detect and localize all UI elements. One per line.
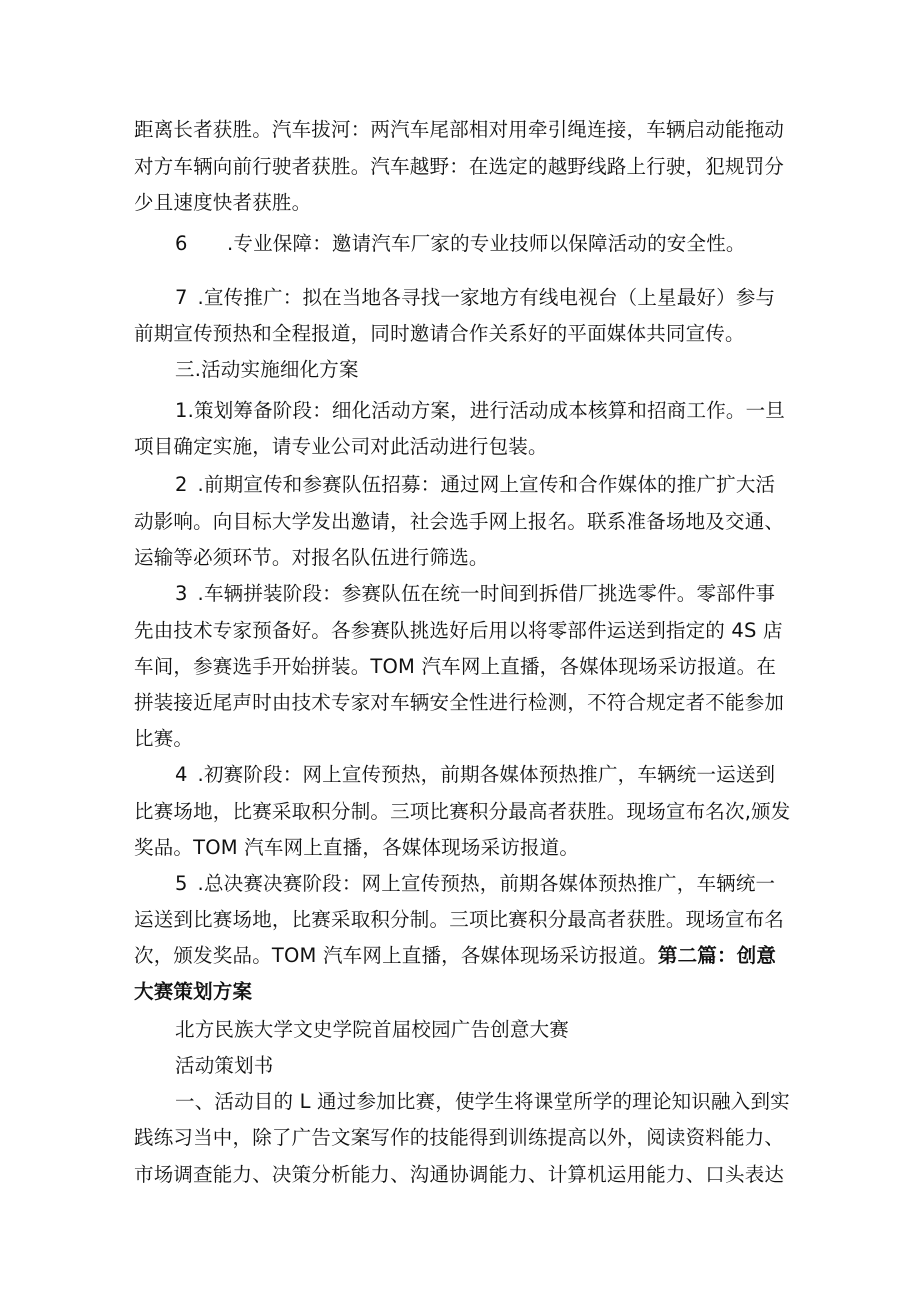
text-line: 4 .初赛阶段：网上宣传预热，前期各媒体预热推广，车辆统一运送到 bbox=[175, 763, 776, 786]
text-line: 1.策划筹备阶段：细化活动方案，进行活动成本核算和招商工作。一旦 bbox=[175, 399, 786, 422]
text-line: 前期宣传预热和全程报道，同时邀请合作关系好的平面媒体共同宣传。 bbox=[134, 322, 745, 345]
document-subtitle: 活动策划书 bbox=[175, 1054, 274, 1077]
text-line: 先由技术专家预备好。各参赛队挑选好后用以将零部件运送到指定的 4S 店 bbox=[134, 619, 783, 642]
text-line: 一、活动目的 L 通过参加比赛，使学生将课堂所学的理论知识融入到实 bbox=[175, 1090, 790, 1113]
text-line: 拼装接近尾声时由技术专家对车辆安全性进行检测，不符合规定者不能参加 bbox=[134, 691, 785, 714]
chapter-heading-part: 第二篇：创意 bbox=[657, 944, 777, 967]
text-line: 比赛场地，比赛采取积分制。三项比赛积分最高者获胜。现场宣布名次,颁发 bbox=[134, 800, 791, 823]
text-line: 践练习当中，除了广告文案写作的技能得到训练提高以外，阅读资料能力、 bbox=[134, 1126, 785, 1149]
section-heading: 三.活动实施细化方案 bbox=[175, 358, 359, 381]
text-line: 2 .前期宣传和参赛队伍招募：通过网上宣传和合作媒体的推广扩大活 bbox=[175, 473, 776, 496]
text-line: 7 .宣传推广：拟在当地各寻找一家地方有线电视台（上星最好）参与 bbox=[175, 286, 776, 309]
text-line: 5 .总决赛决赛阶段：网上宣传预热，前期各媒体预热推广，车辆统一 bbox=[175, 872, 776, 895]
text-line: 运送到比赛场地，比赛采取积分制。三项比赛积分最高者获胜。现场宣布名 bbox=[134, 908, 785, 931]
text-line: 3 .车辆拼装阶段：参赛队伍在统一时间到拆借厂挑选零件。零部件事 bbox=[175, 582, 776, 605]
text-line: 少且速度快者获胜。 bbox=[134, 191, 312, 214]
text-line: 运输等必须环节。对报名队伍进行筛选。 bbox=[134, 546, 489, 569]
text-line: 奖品。TOM 汽车网上直播，各媒体现场采访报道。 bbox=[134, 836, 580, 859]
text-line: 比赛。 bbox=[134, 727, 194, 750]
document-title: 北方民族大学文史学院首届校园广告创意大赛 bbox=[175, 1018, 570, 1041]
text-line: 距离长者获胜。汽车拔河：两汽车尾部相对用牵引绳连接，车辆启动能拖动 bbox=[134, 118, 785, 141]
text-segment: 次，颁发奖品。TOM 汽车网上直播，各媒体现场采访报道。 bbox=[134, 944, 658, 967]
text-line: 动影响。向目标大学发出邀请，社会选手网上报名。联系准备场地及交通、 bbox=[134, 510, 785, 533]
text-line: 车间，参赛选手开始拼装。TOM 汽车网上直播，各媒体现场采访报道。在 bbox=[134, 655, 777, 678]
text-line-with-heading bbox=[134, 941, 776, 971]
text-line: 市场调查能力、决策分析能力、沟通协调能力、计算机运用能力、口头表达 bbox=[134, 1163, 785, 1186]
text-line: 项目确定实施，请专业公司对此活动进行包装。 bbox=[134, 435, 548, 458]
text-line: 对方车辆向前行驶者获胜。汽车越野：在选定的越野线路上行驶，犯规罚分 bbox=[134, 155, 785, 178]
text-line: 6 .专业保障：邀请汽车厂家的专业技师以保障活动的安全性。 bbox=[175, 232, 746, 255]
chapter-heading-part: 大赛策划方案 bbox=[134, 980, 253, 1003]
